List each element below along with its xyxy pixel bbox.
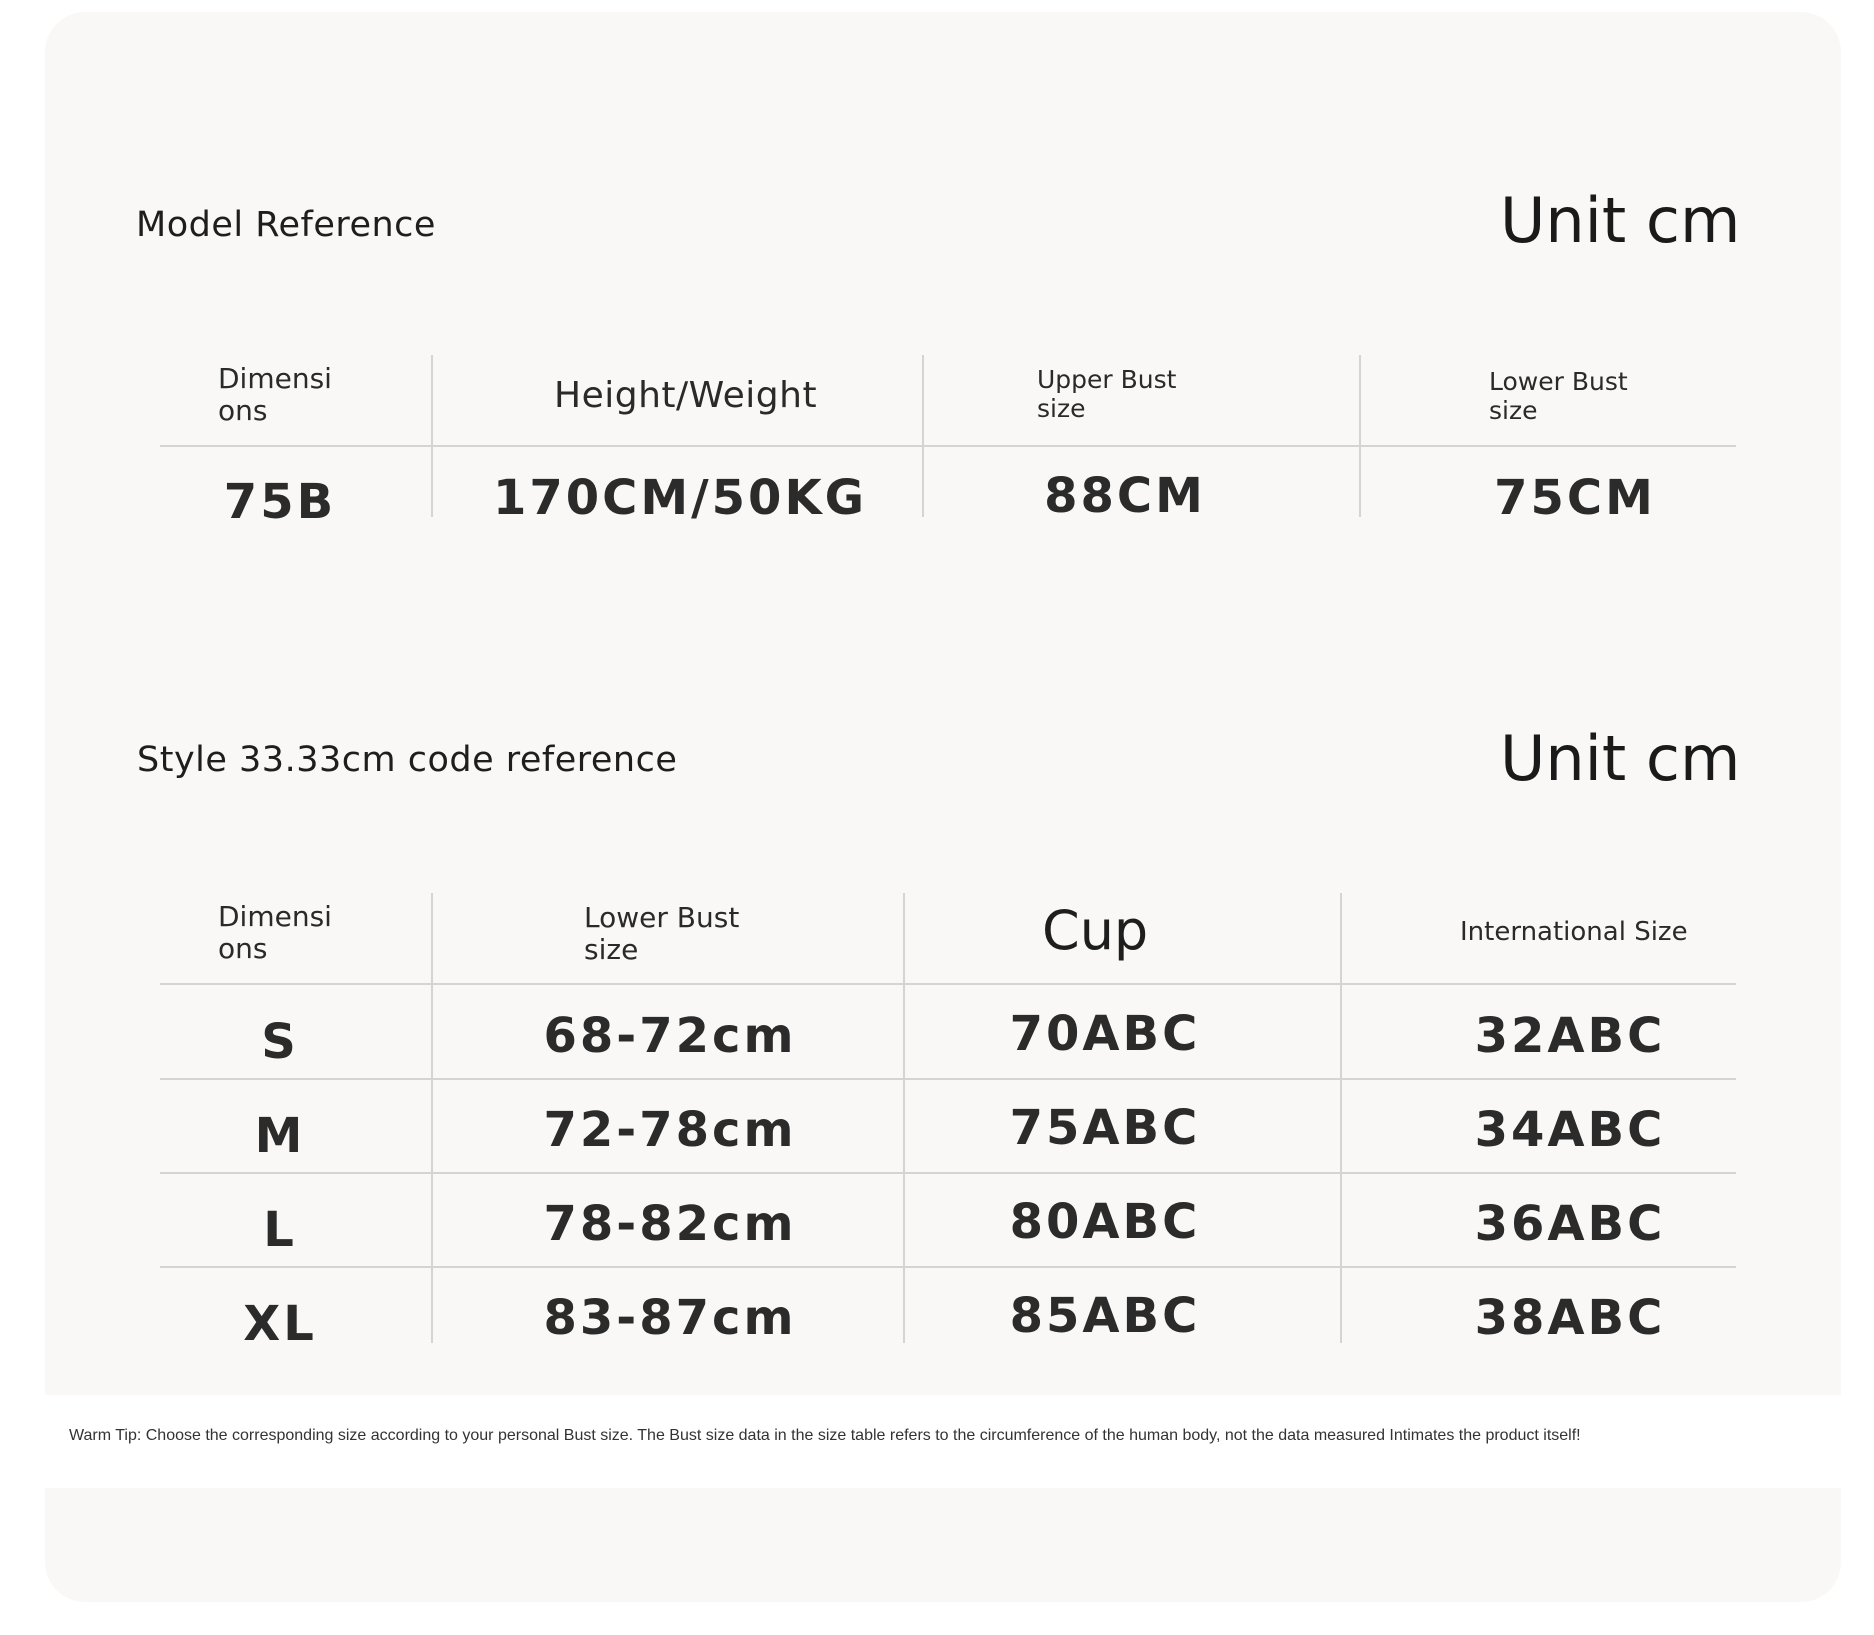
header-line: ons (218, 932, 268, 966)
header-lower-bust (584, 902, 739, 966)
header-line: Dimensi (218, 362, 332, 395)
header-dimensions (218, 901, 332, 965)
size-reference-title: Style 33.33cm code reference (137, 740, 678, 780)
cell-international-size: 32ABC (1474, 1008, 1666, 1064)
model-reference-title: Model Reference (136, 205, 436, 245)
header-lower-bust (1489, 368, 1628, 426)
cell-size: S (261, 1014, 299, 1070)
column-divider (1340, 893, 1342, 1343)
cell-size: M (254, 1108, 306, 1164)
cell-cup: 70ABC (1009, 1006, 1201, 1062)
cell-international-size: 36ABC (1474, 1196, 1666, 1252)
model-cell-dimension: 75B (223, 474, 337, 530)
column-divider (903, 893, 905, 1343)
row-divider (160, 1172, 1736, 1174)
header-dimensions (218, 363, 332, 427)
header-international-size (1460, 918, 1688, 948)
cell-size: L (263, 1202, 297, 1258)
model-cell-upper-bust: 88CM (1044, 468, 1206, 524)
header-line: Height/Weight (554, 375, 818, 416)
header-divider (160, 445, 1736, 447)
size-unit-label: Unit cm (1500, 722, 1741, 795)
column-divider (922, 355, 924, 517)
row-divider (160, 1266, 1736, 1268)
column-divider (431, 355, 433, 517)
row-divider (160, 1078, 1736, 1080)
header-line: size (584, 933, 639, 967)
model-cell-height-weight: 170CM/50KG (492, 470, 868, 526)
header-line: Cup (1042, 899, 1149, 962)
warm-tip-text: Warm Tip: Choose the corresponding size according to your personal Bust size. The Bust size data in the size table refers to the circumference of the human body, not the data measured Intimates the product itself! (69, 1427, 1581, 1444)
cell-cup: 75ABC (1009, 1100, 1201, 1156)
cell-cup: 80ABC (1009, 1194, 1201, 1250)
cell-lower-bust: 83-87cm (543, 1290, 797, 1346)
header-divider (160, 983, 1736, 985)
cell-size: XL (243, 1296, 317, 1352)
header-line: International Size (1460, 917, 1688, 947)
header-line: Upper Bust (1037, 365, 1177, 394)
cell-international-size: 34ABC (1474, 1102, 1666, 1158)
cell-cup: 85ABC (1009, 1288, 1201, 1344)
header-line: Lower Bust (1489, 367, 1628, 396)
model-cell-lower-bust: 75CM (1494, 470, 1656, 526)
header-cup (1042, 900, 1148, 962)
cell-lower-bust: 72-78cm (543, 1102, 797, 1158)
column-divider (1359, 355, 1361, 517)
column-divider (431, 893, 433, 1343)
cell-international-size: 38ABC (1474, 1290, 1666, 1346)
header-line: Dimensi (218, 900, 332, 933)
header-line: ons (218, 394, 268, 428)
header-line: Lower Bust (584, 901, 740, 934)
cell-lower-bust: 78-82cm (543, 1196, 797, 1252)
model-unit-label: Unit cm (1500, 184, 1741, 257)
header-upper-bust (1037, 366, 1176, 424)
header-height-weight (554, 375, 817, 416)
header-line: size (1489, 395, 1538, 425)
header-line: size (1037, 393, 1086, 423)
cell-lower-bust: 68-72cm (543, 1008, 797, 1064)
